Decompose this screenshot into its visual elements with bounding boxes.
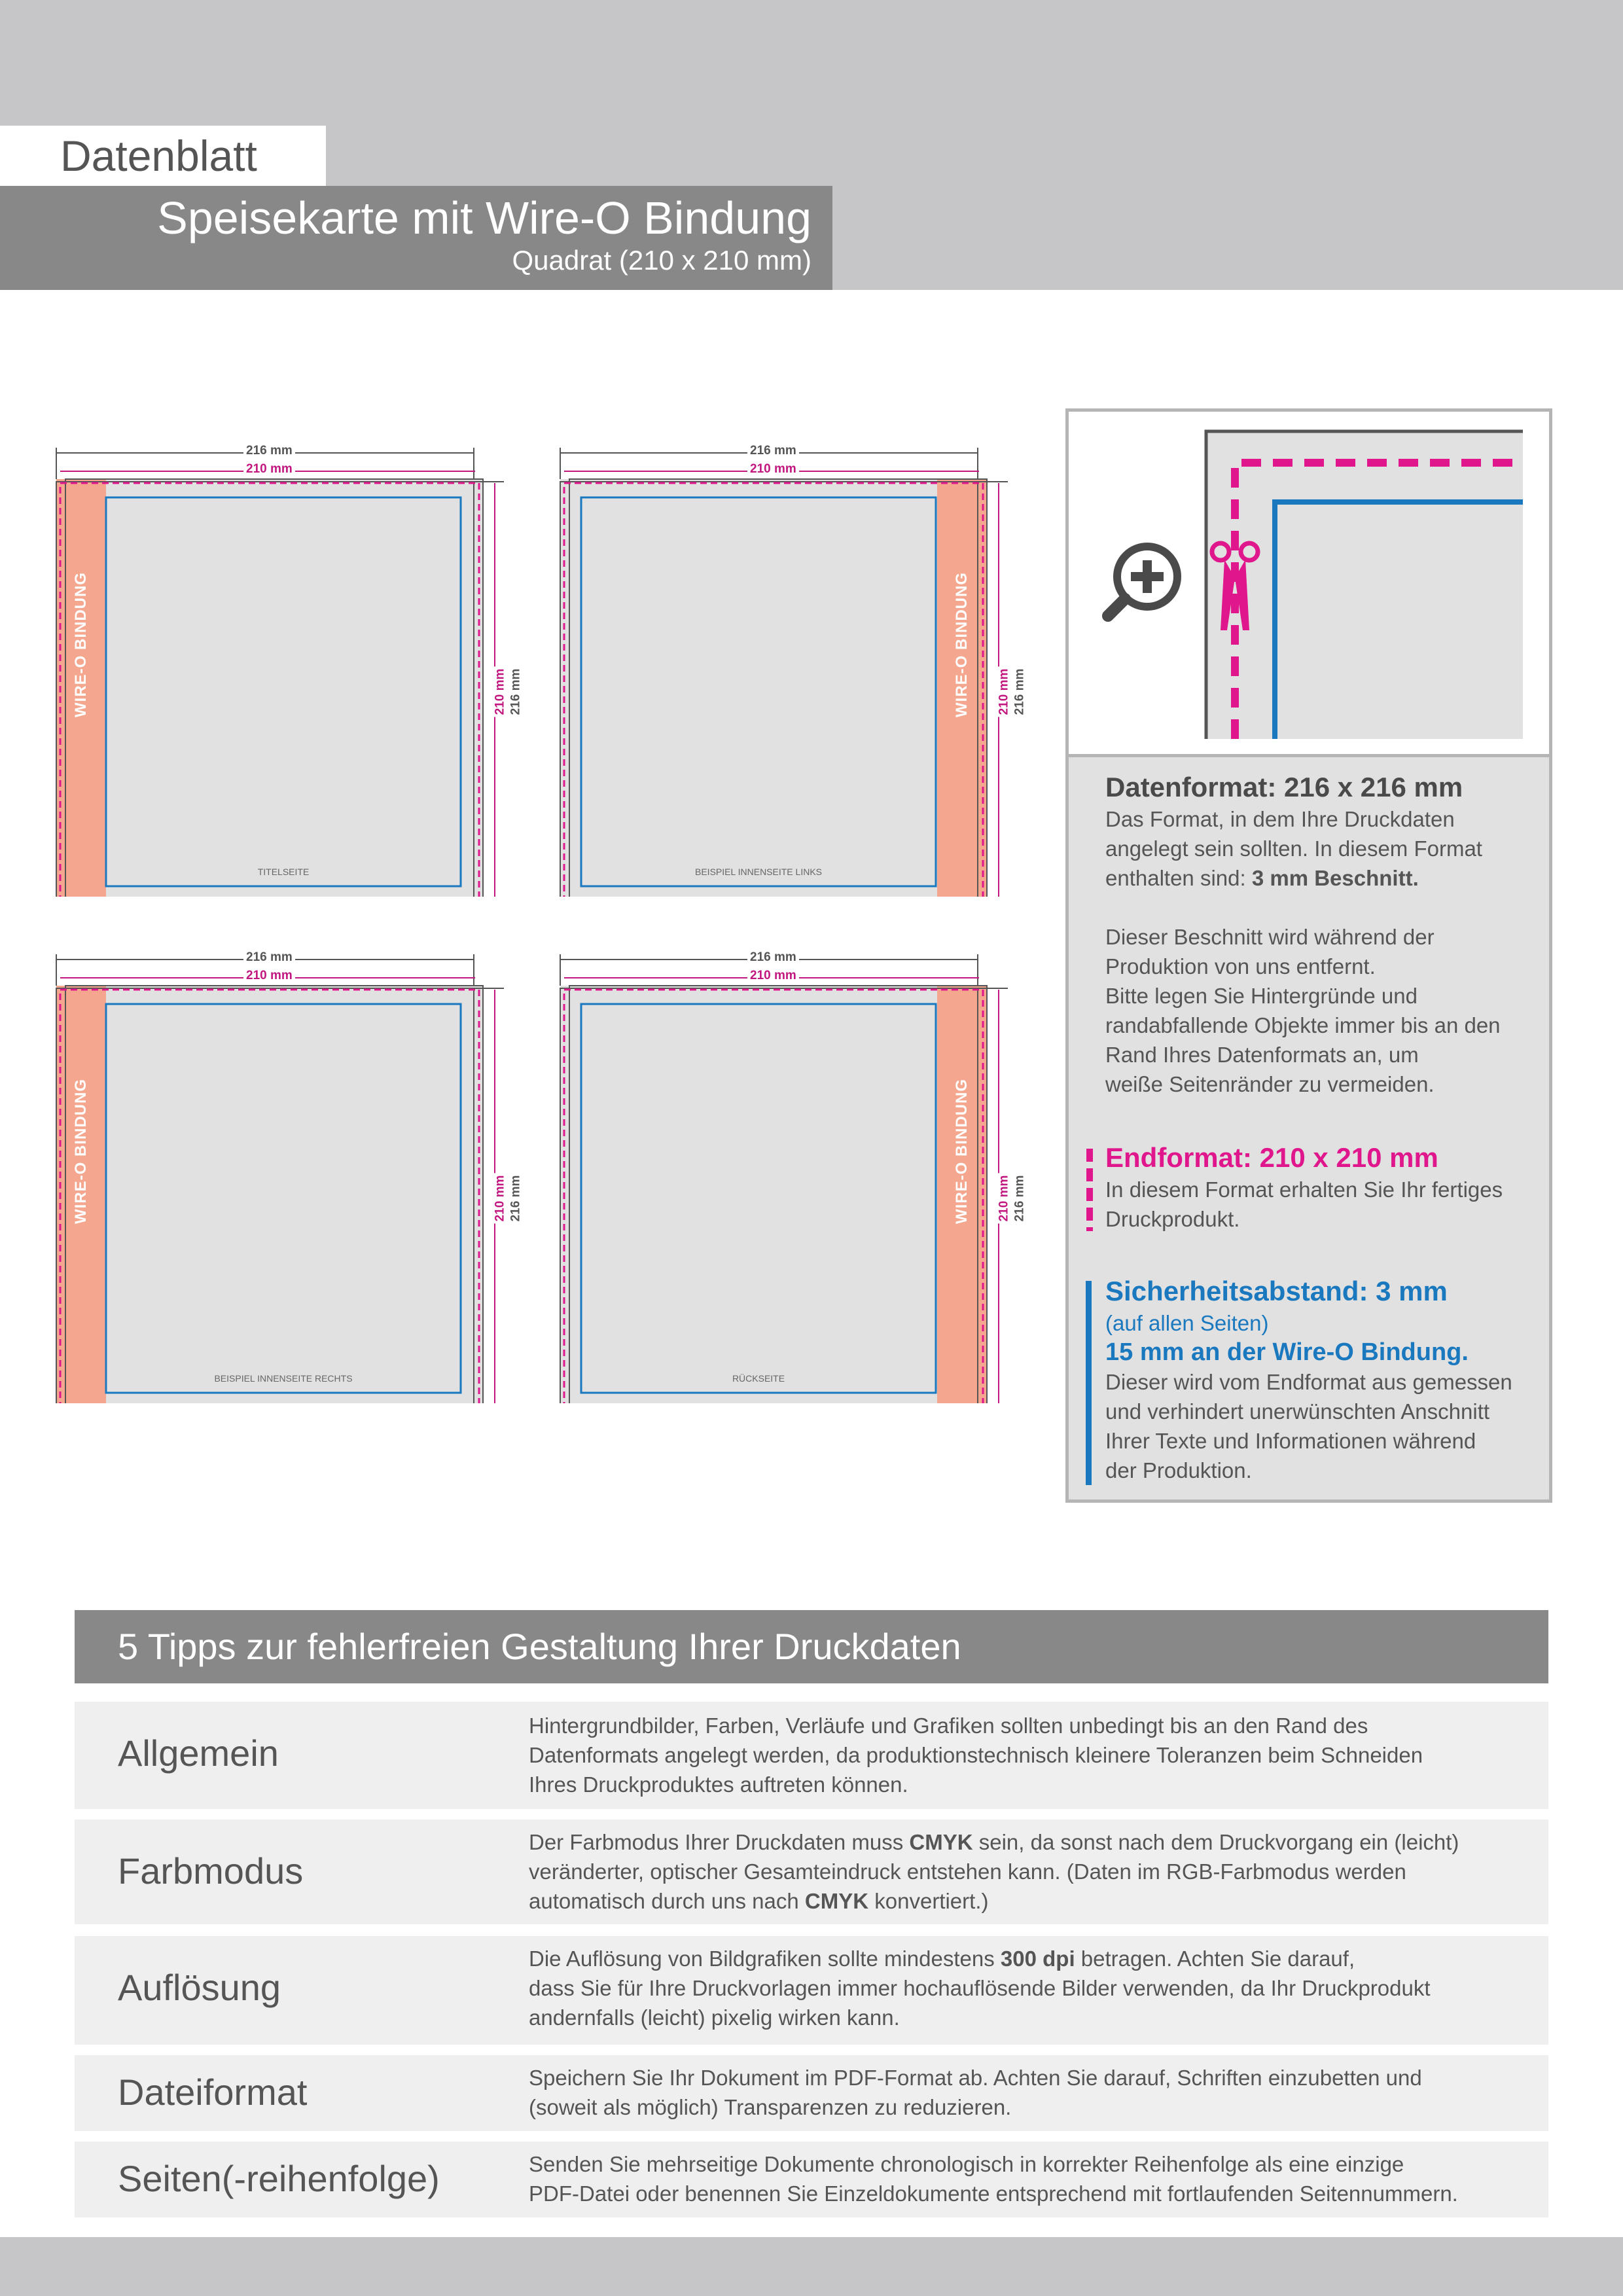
format-panel — [46, 945, 523, 1403]
page-caption: TITELSEITE — [257, 867, 310, 877]
width-data-label: 216 mm — [747, 444, 799, 458]
height-endformat-label: 210 mm — [997, 667, 1011, 717]
tip-line: Speichern Sie Ihr Dokument im PDF-Format ab. Achten Sie darauf, Schriften einzubetten und — [529, 2066, 1422, 2090]
datenformat-line-1: Das Format, in dem Ihre Druckdaten — [1105, 807, 1455, 831]
sicherheit-line: Dieser wird vom Endformat aus gemessen — [1105, 1370, 1512, 1394]
tip-line-part: konvertiert.) — [868, 1889, 989, 1913]
width-data-label: 216 mm — [243, 950, 295, 965]
format-panel — [550, 439, 1027, 897]
width-endformat-label: 210 mm — [243, 462, 295, 476]
endformat-heading: Endformat: 210 x 210 mm — [1105, 1142, 1438, 1173]
endformat-marker — [1086, 1149, 1093, 1231]
tip-line-bold: CMYK — [804, 1889, 869, 1913]
format-panel — [46, 439, 523, 897]
tip-name: Seiten(-reihenfolge) — [118, 2158, 440, 2199]
tip-line: PDF-Datei oder benennen Sie Einzeldokumente entsprechend mit fortlaufenden Seitennummern. — [529, 2181, 1458, 2206]
tip-line-bold: CMYK — [909, 1830, 973, 1854]
page-title: Speisekarte mit Wire-O Bindung — [157, 192, 812, 243]
binding-label: WIRE-O BINDUNG — [953, 1079, 971, 1224]
sicherheit-marker — [1086, 1281, 1092, 1485]
height-data-label: 216 mm — [508, 1174, 523, 1224]
height-data-label: 216 mm — [1012, 1174, 1027, 1224]
tip-line: Senden Sie mehrseitige Dokumente chronologisch in korrekter Reihenfolge als eine einzige — [529, 2152, 1404, 2176]
tip-line-bold: 300 dpi — [1000, 1946, 1075, 1971]
width-endformat-label: 210 mm — [747, 969, 799, 983]
beschnitt-line: Bitte legen Sie Hintergründe und — [1105, 984, 1418, 1008]
format-panel-graphic — [550, 945, 1008, 1403]
beschnitt-line: Produktion von uns entfernt. — [1105, 954, 1376, 978]
tip-name: Auflösung — [118, 1967, 281, 2008]
tip-name: Allgemein — [118, 1732, 279, 1774]
tip-line — [529, 1827, 1535, 1857]
datenformat-line-3-text: enthalten sind: — [1105, 866, 1246, 890]
footer-band — [0, 2237, 1623, 2296]
tip-text — [529, 1944, 1535, 2032]
info-box — [1065, 408, 1552, 1503]
document-label: Datenblatt — [0, 126, 326, 186]
binding-label: WIRE-O BINDUNG — [953, 572, 971, 717]
beschnitt-line: randabfallende Objekte immer bis an den — [1105, 1013, 1501, 1037]
beschnitt-line: Dieser Beschnitt wird während der — [1105, 925, 1435, 949]
tip-row-dateiformat — [75, 2055, 1548, 2131]
page-caption: BEISPIEL INNENSEITE LINKS — [695, 867, 822, 877]
datenformat-heading: Datenformat: 216 x 216 mm — [1105, 772, 1463, 802]
sicherheit-section — [1105, 1274, 1512, 1485]
zoom-detail — [1069, 412, 1549, 757]
binding-label: WIRE-O BINDUNG — [72, 1079, 90, 1224]
tip-line: Ihres Druckproduktes auftreten können. — [529, 1772, 908, 1797]
tip-row-farbmodus — [75, 1820, 1548, 1924]
sicherheit-line: der Produktion. — [1105, 1458, 1252, 1482]
tip-line-part: Die Auflösung von Bildgrafiken sollte mindestens — [529, 1946, 1001, 1971]
tip-line — [529, 1944, 1535, 1973]
width-data-label: 216 mm — [747, 950, 799, 965]
endformat-dash-bar — [1086, 1149, 1093, 1231]
endformat-line: Druckprodukt. — [1105, 1207, 1240, 1231]
zoom-in-icon — [1100, 540, 1185, 625]
height-data-label: 216 mm — [508, 667, 523, 717]
tips-heading: 5 Tipps zur fehlerfreien Gestaltung Ihrer Druckdaten — [75, 1610, 1548, 1683]
tip-row-seiten — [75, 2142, 1548, 2217]
height-endformat-label: 210 mm — [493, 1174, 507, 1224]
datenformat-bleed-value: 3 mm Beschnitt. — [1251, 866, 1419, 890]
height-data-label: 216 mm — [1012, 667, 1027, 717]
beschnitt-line: Rand Ihres Datenformats an, um — [1105, 1043, 1419, 1067]
format-panel — [550, 945, 1027, 1403]
beschnitt-section — [1105, 922, 1501, 1099]
tip-line-part: sein, da sonst nach dem Druckvorgang ein (leicht) — [972, 1830, 1459, 1854]
tip-line: andernfalls (leicht) pixelig wirken kann. — [529, 2005, 900, 2030]
page-subtitle: Quadrat (210 x 210 mm) — [512, 245, 812, 276]
page-caption: RÜCKSEITE — [732, 1373, 785, 1384]
page-area — [56, 986, 483, 1403]
tip-text — [529, 2063, 1535, 2122]
format-panel-graphic — [46, 945, 504, 1403]
tip-line: Datenformats angelegt werden, da produktionstechnisch kleinere Toleranzen beim Schneiden — [529, 1743, 1423, 1767]
tip-row-aufloesung — [75, 1936, 1548, 2045]
tip-name: Farbmodus — [118, 1850, 304, 1892]
width-endformat-label: 210 mm — [243, 969, 295, 983]
format-panel-graphic — [46, 439, 504, 897]
datenformat-line-3 — [1105, 863, 1482, 893]
binding-label: WIRE-O BINDUNG — [72, 572, 90, 717]
datenformat-line-2: angelegt sein sollten. In diesem Format — [1105, 836, 1482, 861]
tip-text — [529, 1827, 1535, 1916]
sicherheit-heading: Sicherheitsabstand: 3 mm — [1105, 1276, 1448, 1306]
beschnitt-line: weiße Seitenränder zu vermeiden. — [1105, 1072, 1435, 1096]
sicherheit-line: Ihrer Texte und Informationen während — [1105, 1429, 1476, 1453]
tip-name: Dateiformat — [118, 2072, 308, 2113]
page-area — [560, 986, 987, 1403]
tip-line: veränderter, optischer Gesamteindruck entstehen kann. (Daten im RGB-Farbmodus werden — [529, 1859, 1406, 1884]
sicherheit-line: und verhindert unerwünschten Anschnitt — [1105, 1399, 1490, 1424]
sicherheit-subline: (auf allen Seiten) — [1105, 1311, 1269, 1335]
title-box — [0, 186, 832, 290]
tip-text — [529, 2149, 1535, 2208]
tip-text — [529, 1711, 1535, 1799]
tip-line-part: betragen. Achten Sie darauf, — [1075, 1946, 1355, 1971]
width-endformat-label: 210 mm — [747, 462, 799, 476]
page-area — [56, 479, 483, 897]
datenformat-section — [1105, 770, 1482, 893]
height-endformat-label: 210 mm — [997, 1174, 1011, 1224]
tip-line: Hintergrundbilder, Farben, Verläufe und Grafiken sollten unbedingt bis an den Rand des — [529, 1713, 1368, 1738]
tip-line: dass Sie für Ihre Druckvorlagen immer hochauflösende Bilder verwenden, da Ihr Druckprodukt — [529, 1976, 1431, 2000]
format-panel-graphic — [550, 439, 1008, 897]
page-caption: BEISPIEL INNENSEITE RECHTS — [214, 1373, 353, 1384]
tip-line: (soweit als möglich) Transparenzen zu reduzieren. — [529, 2095, 1012, 2119]
tip-row-allgemein — [75, 1702, 1548, 1809]
width-data-label: 216 mm — [243, 444, 295, 458]
page-area — [560, 479, 987, 897]
scissors-icon — [1209, 539, 1261, 637]
sicherheit-binding-note: 15 mm an der Wire-O Bindung. — [1105, 1338, 1469, 1366]
tip-line — [529, 1886, 1535, 1916]
tip-line-part: automatisch durch uns nach — [529, 1889, 805, 1913]
endformat-section — [1105, 1141, 1503, 1234]
endformat-line: In diesem Format erhalten Sie Ihr fertiges — [1105, 1177, 1503, 1202]
tip-line-part: Der Farbmodus Ihrer Druckdaten muss — [529, 1830, 910, 1854]
height-endformat-label: 210 mm — [493, 667, 507, 717]
